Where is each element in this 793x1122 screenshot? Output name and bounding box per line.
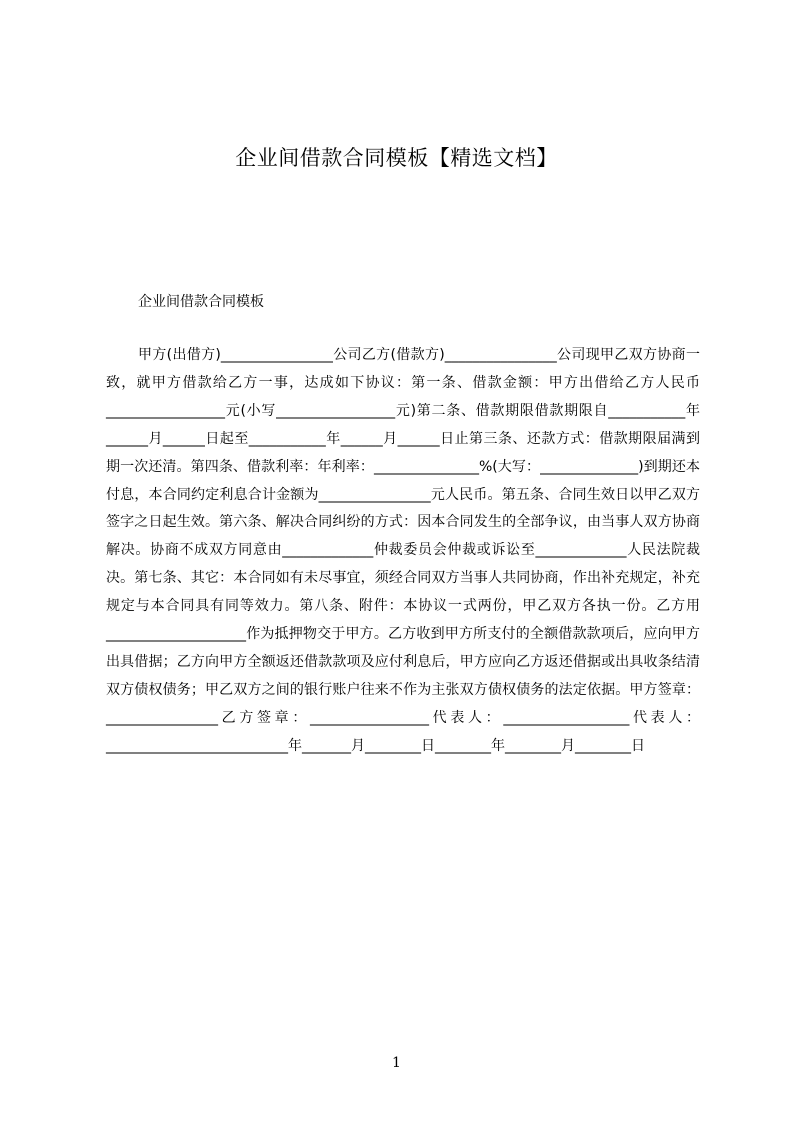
contract-body-text: 甲方(出借方)________________公司乙方(借款方)________________公司现甲乙双方协商一致，就甲方借款给乙方一事，达成如下协议：第一条、借款金额：甲方出借给乙方人民币_________________元(小写_________________元)第二条、借款期限借款期限自___________年______月______日起至___________年______月______日止第三条、还款方式：借款期限届满到期一次还清。第四条、借款利率：年利率：_______________%(大写：______________)到期还本付息，本合同约定利息合计金额为________________元人民币。第五条、合同生效日以甲乙双方签字之日起生效。第六条、解决合同纠纷的方式：因本合同发生的全部争议，由当事人双方协商解决。协商不成双方同意由_____________仲裁委员会仲裁或诉讼至_____________人民法院裁决。第七条、其它：本合同如有未尽事宜，须经合同双方当事人共同协商，作出补充规定，补充规定与本合同具有同等效力。第八条、附件：本协议一式两份，甲乙双方各执一份。乙方用____________________作为抵押物交于甲方。乙方收到甲方所支付的全额借款款项后，应向甲方出具借据；乙方向甲方全额返还借款款项及应付利息后，甲方应向乙方返还借据或出具收条结清双方债权债务；甲乙双方之间的银行账户往来不作为主张双方债权债务的法定依据。甲方签章：________________乙方签章：_________________代表人：__________________代表人：__________________________年_______月________日________年________月________日: [106, 347, 700, 754]
document-subtitle: 企业间借款合同模板: [138, 294, 264, 310]
page-number: 1: [392, 1055, 401, 1071]
document-title: 企业间借款合同模板【精选文档】: [235, 146, 558, 170]
